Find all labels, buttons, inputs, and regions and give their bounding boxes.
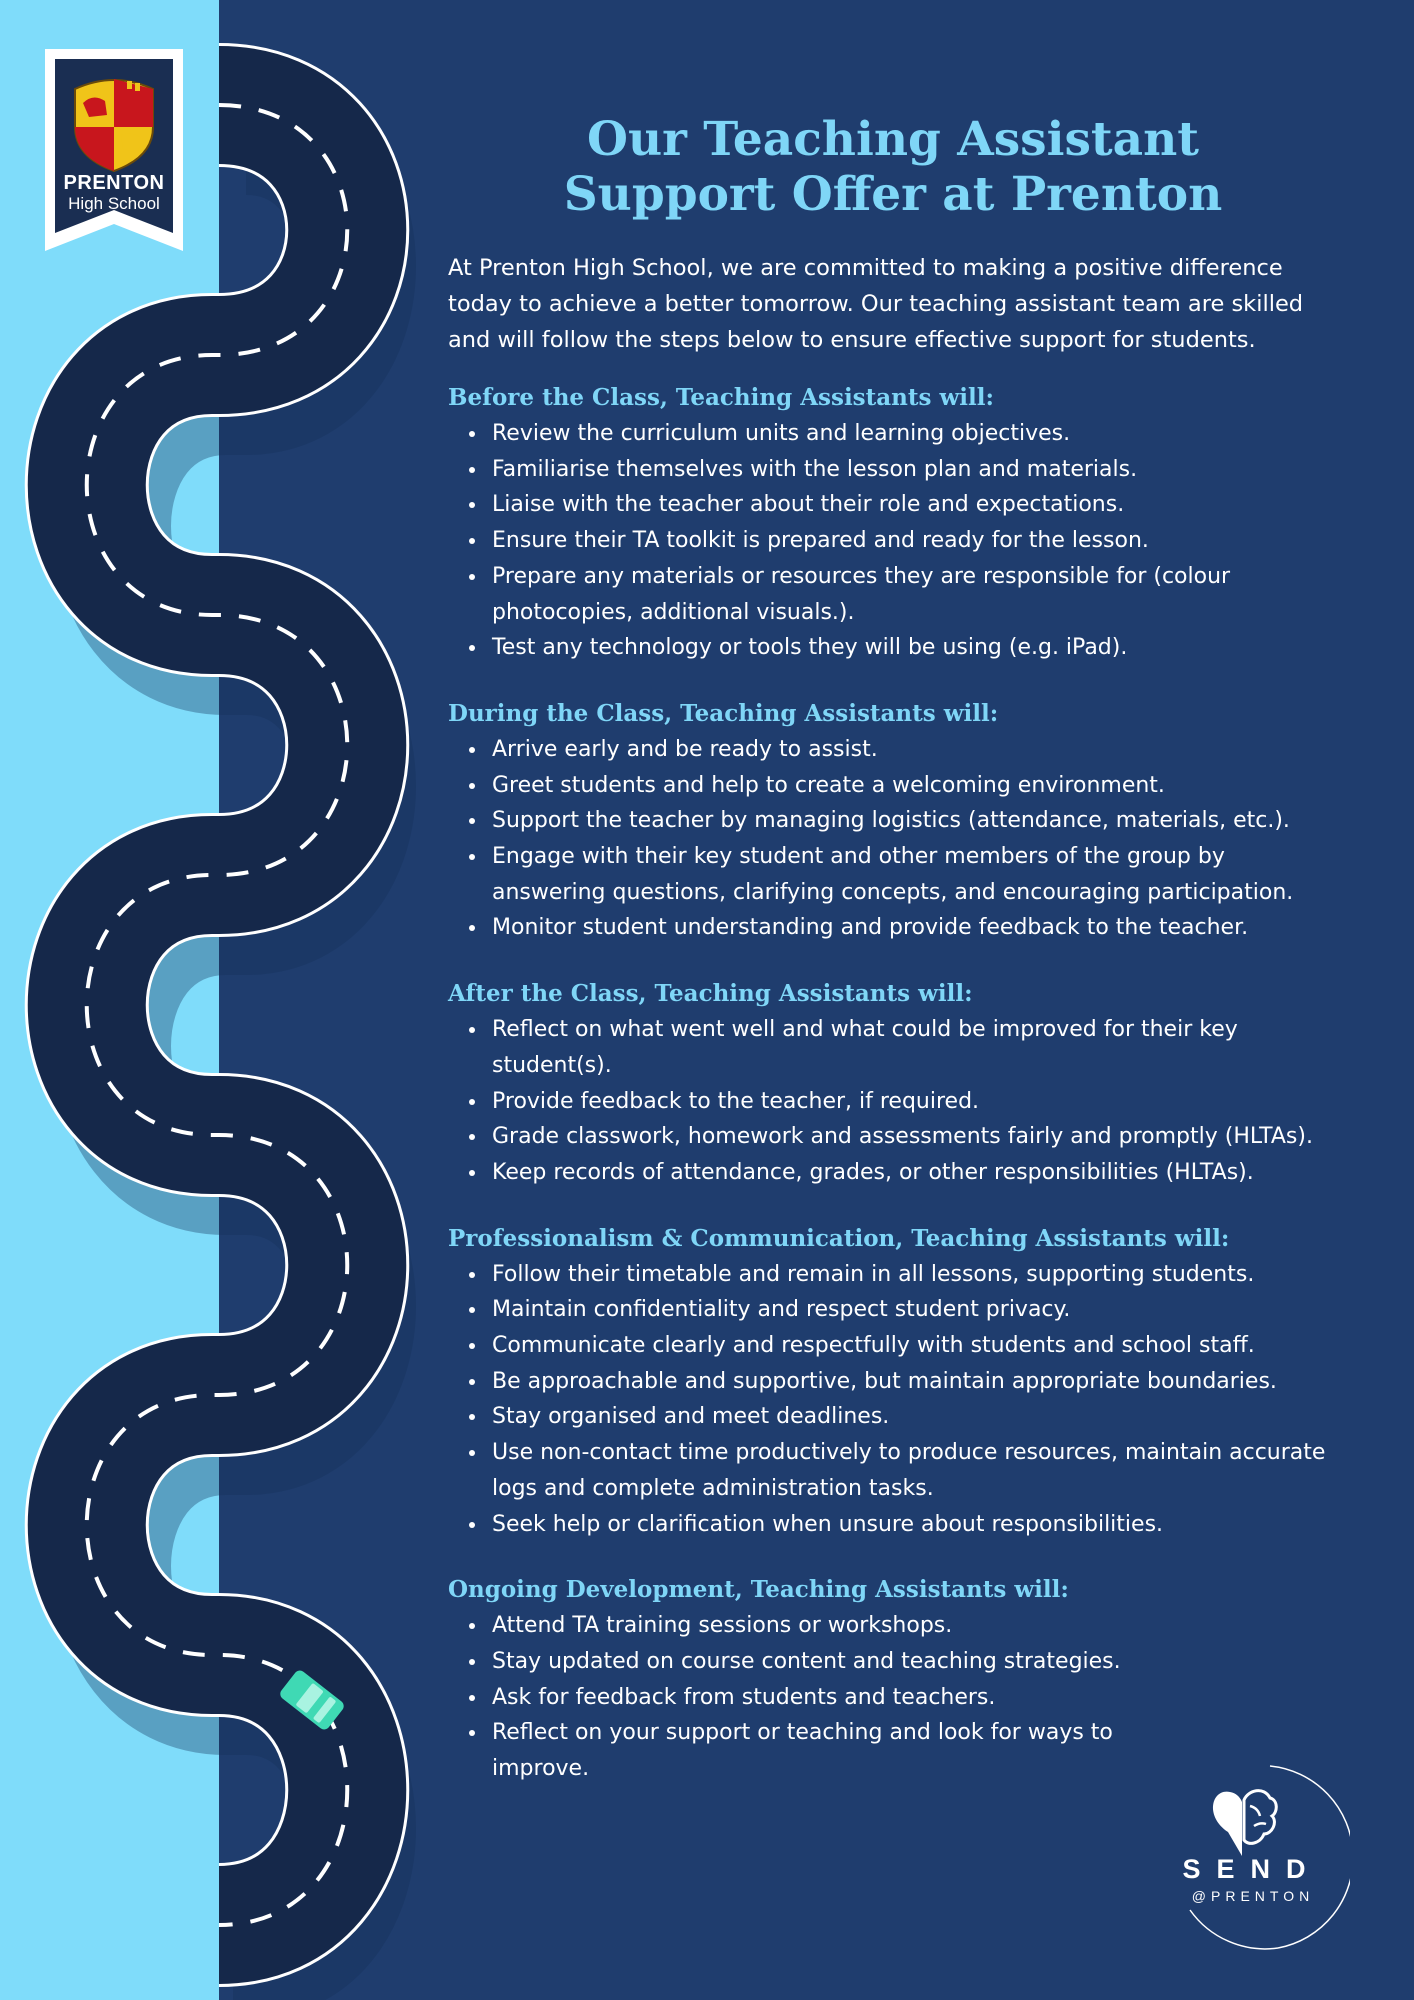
bullet-list xyxy=(448,1257,1338,1543)
bullet-list xyxy=(448,416,1338,666)
list-item: Monitor student understanding and provide feedback to the teacher. xyxy=(448,910,1338,946)
list-item: Follow their timetable and remain in all lessons, supporting students. xyxy=(448,1257,1338,1293)
title-line-2: Support Offer at Prenton xyxy=(563,167,1223,222)
list-item: Greet students and help to create a welcoming environment. xyxy=(448,768,1338,804)
list-item: Attend TA training sessions or workshops. xyxy=(448,1608,1148,1644)
list-item: Arrive early and be ready to assist. xyxy=(448,732,1338,768)
send-logo-word: SEND xyxy=(1182,1854,1322,1884)
list-item: Communicate clearly and respectfully with students and school staff. xyxy=(448,1328,1338,1364)
page-title xyxy=(448,112,1338,222)
list-item: Prepare any materials or resources they are responsible for (colour photocopies, additional visuals.). xyxy=(448,559,1338,630)
main-content xyxy=(448,112,1338,1817)
road-left-edge-cover xyxy=(0,0,2,2000)
list-item: Keep records of attendance, grades, or other responsibilities (HLTAs). xyxy=(448,1155,1338,1191)
winding-road-illustration xyxy=(0,0,440,2000)
section-ongoing-development xyxy=(448,1572,1338,1787)
list-item: Provide feedback to the teacher, if required. xyxy=(448,1084,1338,1120)
list-item: Reflect on your support or teaching and look for ways to improve. xyxy=(448,1715,1148,1786)
section-heading: During the Class, Teaching Assistants will: xyxy=(448,699,999,727)
section-heading: Ongoing Development, Teaching Assistants will: xyxy=(448,1576,1069,1604)
bullet-list xyxy=(448,1012,1338,1191)
list-item: Stay organised and meet deadlines. xyxy=(448,1399,1338,1435)
list-item: Be approachable and supportive, but maintain appropriate boundaries. xyxy=(448,1364,1338,1400)
intro-paragraph: At Prenton High School, we are committed to making a positive difference today to achieve a better tomorrow. Our teaching assistant team are skilled and will follow the steps below to ensure effective support for students. xyxy=(448,255,1304,353)
school-subtitle: High School xyxy=(68,194,160,213)
list-item: Grade classwork, homework and assessments fairly and promptly (HLTAs). xyxy=(448,1119,1338,1155)
bullet-list xyxy=(448,732,1338,946)
list-item: Stay updated on course content and teaching strategies. xyxy=(448,1644,1148,1680)
list-item: Support the teacher by managing logistics (attendance, materials, etc.). xyxy=(448,803,1338,839)
list-item: Reflect on what went well and what could be improved for their key student(s). xyxy=(448,1012,1338,1083)
section-during-class xyxy=(448,696,1338,946)
heart-brain-icon xyxy=(1213,1791,1276,1856)
list-item: Test any technology or tools they will be using (e.g. iPad). xyxy=(448,630,1338,666)
section-before-class xyxy=(448,380,1338,666)
list-item: Use non-contact time productively to produce resources, maintain accurate logs and complete administration tasks. xyxy=(448,1435,1338,1506)
list-item: Seek help or clarification when unsure about responsibilities. xyxy=(448,1507,1338,1543)
section-heading: Professionalism & Communication, Teaching Assistants will: xyxy=(448,1224,1230,1252)
section-after-class xyxy=(448,976,1338,1191)
section-heading: Before the Class, Teaching Assistants will: xyxy=(448,384,994,411)
school-crest-badge xyxy=(45,49,183,251)
list-item: Familiarise themselves with the lesson plan and materials. xyxy=(448,452,1338,488)
title-line-1: Our Teaching Assistant xyxy=(587,112,1199,167)
send-logo-sub: @PRENTON xyxy=(1191,1888,1315,1904)
bullet-list xyxy=(448,1608,1148,1787)
school-name: PRENTON xyxy=(63,172,165,194)
list-item: Review the curriculum units and learning objectives. xyxy=(448,416,1338,452)
section-heading: After the Class, Teaching Assistants will: xyxy=(448,980,973,1008)
list-item: Engage with their key student and other members of the group by answering questions, clarifying concepts, and encouraging participation. xyxy=(448,839,1338,910)
list-item: Liaise with the teacher about their role and expectations. xyxy=(448,487,1338,523)
section-professionalism xyxy=(448,1221,1338,1543)
list-item: Maintain confidentiality and respect student privacy. xyxy=(448,1292,1338,1328)
logo-arc-lower xyxy=(1190,1910,1278,1949)
list-item: Ensure their TA toolkit is prepared and ready for the lesson. xyxy=(448,523,1338,559)
list-item: Ask for feedback from students and teachers. xyxy=(448,1680,1148,1716)
